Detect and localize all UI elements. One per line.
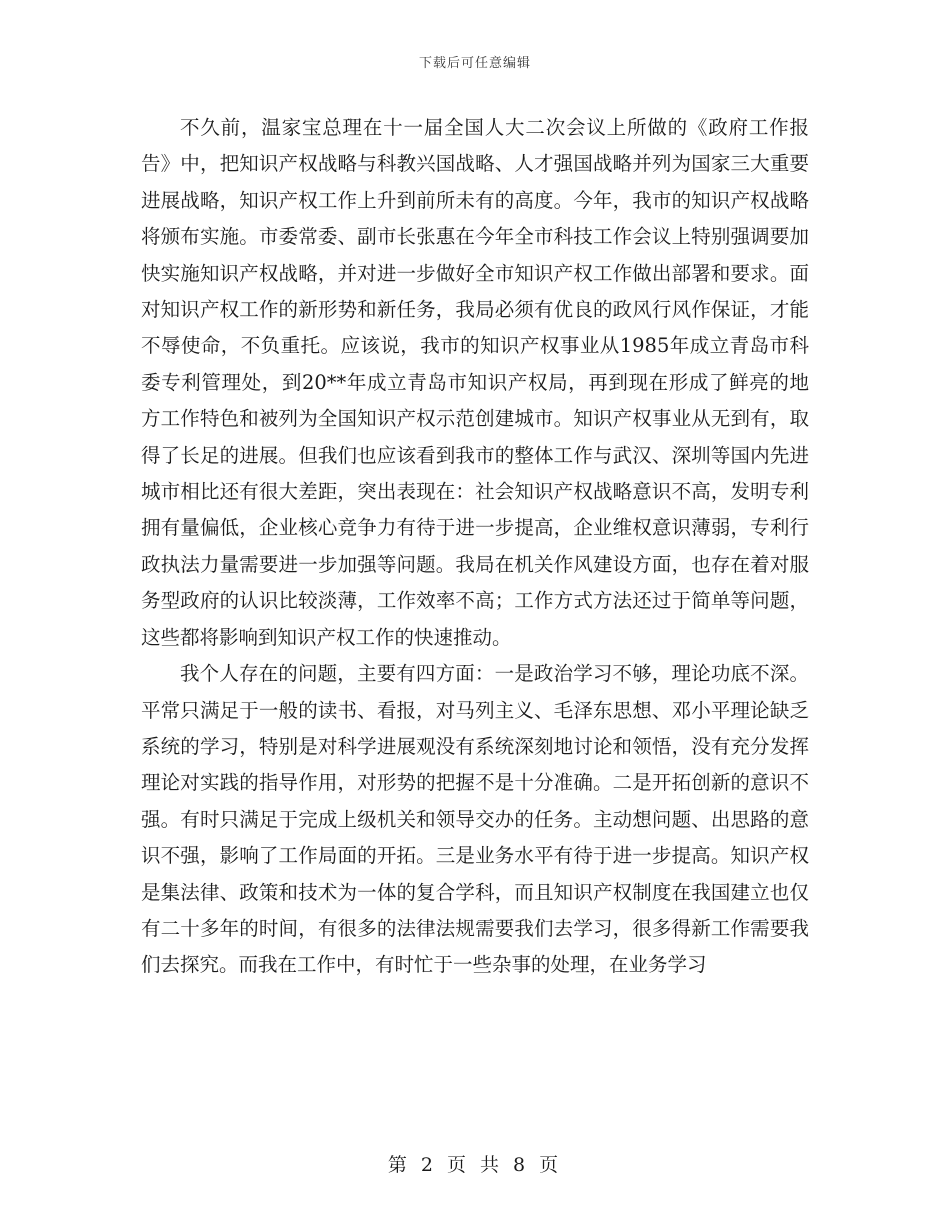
paragraph-1: 不久前，温家宝总理在十一届全国人大二次会议上所做的《政府工作报告》中，把知识产权战略与科教兴国战略、人才强国战略并列为国家三大重要进展战略，知识产权工作上升到前所未有的高度。今年，我市的知识产权战略将颁布实施。市委常委、副市长张惠在今年全市科技工作会议上特别强调要加快实施知识产权战略，并对进一步做好全市知识产权工作做出部署和要求。面对知识产权工作的新形势和新任务，我局必须有优良的政风行风作保证，才能不辱使命，不负重托。应该说，我市的知识产权事业从1985年成立青岛市科委专利管理处，到20**年成立青岛市知识产权局，再到现在形成了鲜亮的地方工作特色和被列为全国知识产权示范创建城市。知识产权事业从无到有，取得了长足的进展。但我们也应该看到我市的整体工作与武汉、深圳等国内先进城市相比还有很大差距，突出表现在：社会知识产权战略意识不高，发明专利拥有量偏低，企业核心竞争力有待于进一步提高，企业维权意识薄弱，专利行政执法力量需要进一步加强等问题。我局在机关作风建设方面，也存在着对服务型政府的认识比较淡薄，工作效率不高；工作方式方法还过于简单等问题，这些都将影响到知识产权工作的快速推动。 <box>141 116 809 649</box>
document-body <box>141 110 809 984</box>
paragraph-2: 我个人存在的问题，主要有四方面：一是政治学习不够，理论功底不深。平常只满足于一般的读书、看报，对马列主义、毛泽东思想、邓小平理论缺乏系统的学习，特别是对科学进展观没有系统深刻地讨论和领悟，没有充分发挥理论对实践的指导作用，对形势的把握不是十分准确。二是开拓创新的意识不强。有时只满足于完成上级机关和领导交办的任务。主动想问题、出思路的意识不强，影响了工作局面的开拓。三是业务水平有待于进一步提高。知识产权是集法律、政策和技术为一体的复合学科，而且知识产权制度在我国建立也仅有二十多年的时间，有很多的法律法规需要我们去学习，很多得新工作需要我们去探究。而我在工作中，有时忙于一些杂事的处理，在业务学习 <box>141 662 809 977</box>
page-header-note: 下载后可任意编辑 <box>418 56 531 71</box>
page-number: 第 2 页 共 8 页 <box>387 1154 563 1176</box>
